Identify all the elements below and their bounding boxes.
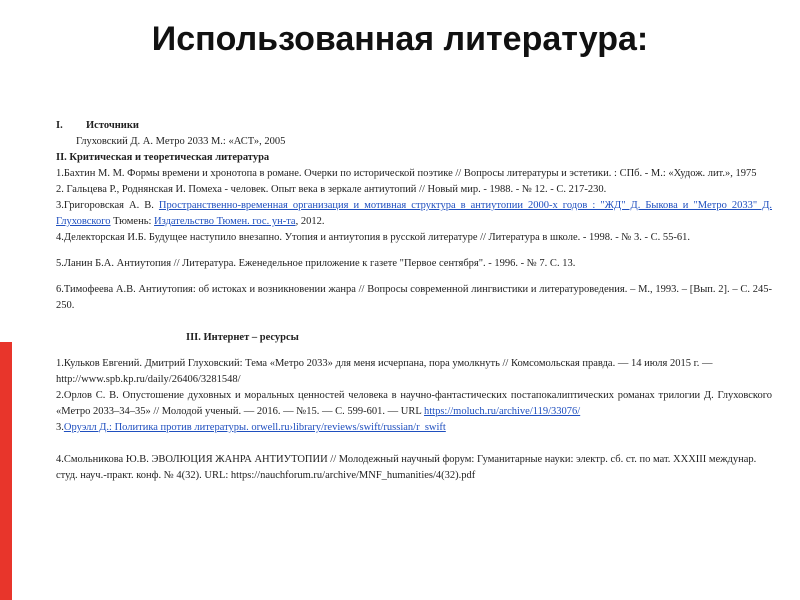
list-item: 5.Ланин Б.А. Антиутопия // Литература. Еженедельное приложение к газете "Первое сентября". - 1996. - № 7. С. 13. (56, 258, 576, 269)
list-item: 1.Кульков Евгений. Дмитрий Глуховский: Тема «Метро 2033» для меня исчерпана, пора умолкнуть // Комсомольская правда. — 14 июля 2015 г. — http://www.spb.kp.ru/daily/26406/3281548/ (56, 358, 713, 385)
sources-heading (56, 118, 772, 134)
list-item: 2. Гальцева Р., Роднянская И. Помеха - человек. Опыт века в зеркале антиутопий // Новый мир. - 1988. - № 12. - С. 217-230. (56, 184, 607, 195)
item-prefix: 3. (56, 422, 64, 433)
list-item (56, 388, 772, 420)
accent-bar (0, 342, 12, 600)
orwell-link[interactable]: Оруэлл Д.: Политика против литературы. orwell.ru›library/reviews/swift/russian/r_swift (63, 422, 446, 433)
bibliography (56, 118, 772, 484)
reference-link[interactable]: Пространственно-временная организация и мотивная структура в антиутопии 2000-х годов : "ЖД" Д. Быкова и "Метро 2033" Д. Глуховского (56, 200, 772, 227)
list-item (56, 198, 772, 230)
publisher-link[interactable]: Издательство Тюмен. гос. ун-та (154, 216, 296, 227)
roman-numeral: I. (56, 120, 63, 131)
list-item: 4.Делекторская И.Б. Будущее наступило внезапно. Утопия и антиутопия в русской литературе // Литература в школе. - 1998. - № 3. - С. 55-61. (56, 232, 691, 243)
item-text: 2.Орлов С. В. Опустошение духовных и моральных ценностей человека в научно-фантастических постапокалиптических романах трилогии Д. Глуховского «Метро 2033–34–35» // Молодой ученый. — 2016. — №15. — С. 599-601. — URL (56, 390, 772, 417)
critical-heading: II. Критическая и теоретическая литература (56, 152, 270, 163)
page-title: Использованная литература: (151, 20, 649, 58)
list-item: 4.Смольникова Ю.В. ЭВОЛЮЦИЯ ЖАНРА АНТИУТОПИИ // Молодежный научный форум: Гуманитарные науки: электр. сб. ст. по мат. XXXIII междунар. студ. науч.-практ. конф. № 4(32). URL: https://nauchforum.ru/archive/MNF_humanities/4(32).pdf (56, 454, 757, 481)
list-item: Глуховский Д. А. Метро 2033 М.: «АСТ», 2005 (76, 136, 286, 147)
sources-heading-label: Источники (86, 120, 139, 131)
item-suffix: , 2012. (295, 216, 325, 227)
internet-heading: III. Интернет – ресурсы (186, 332, 299, 343)
list-item: 6.Тимофеева А.В. Антиутопия: об истоках и возникновении жанра // Вопросы современной лингвистики и литературоведения. – М., 1993. – [Вып. 2]. – С. 245-250. (56, 284, 772, 311)
moluch-link[interactable]: https://moluch.ru/archive/119/33076/ (423, 406, 581, 417)
list-item (56, 420, 772, 436)
list-item: 1.Бахтин М. М. Формы времени и хронотопа в романе. Очерки по исторической поэтике // Вопросы литературы и эстетики. : СПб. - М.: «Худож. лит.», 1975 (56, 168, 757, 179)
item-prefix: 3.Григоровская А. В. (56, 200, 159, 211)
item-middle: Тюмень: (110, 216, 155, 227)
